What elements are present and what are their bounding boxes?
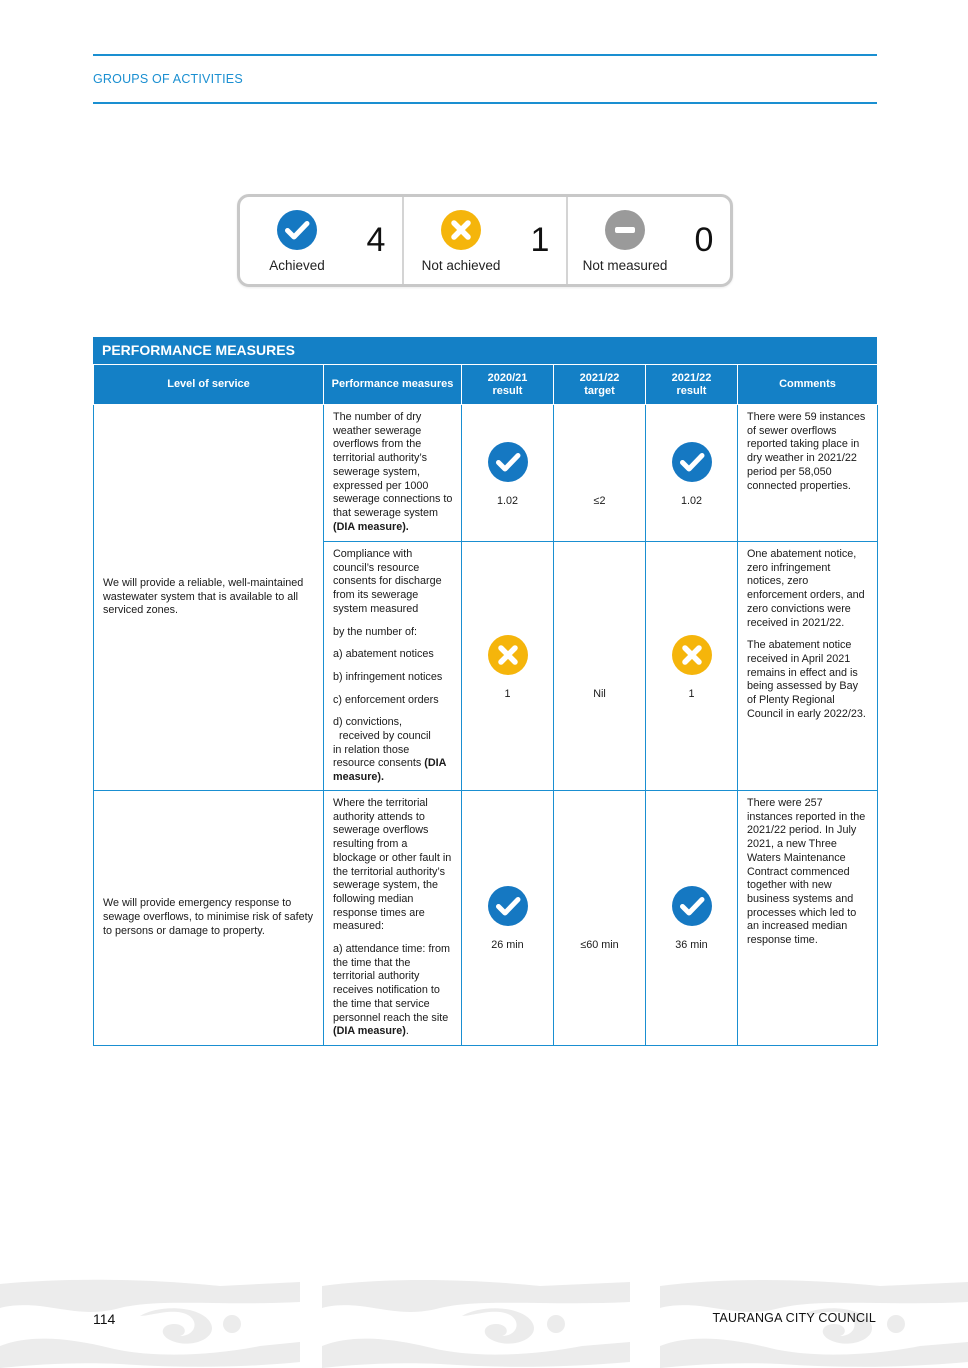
summary-not-measured xyxy=(566,197,730,284)
header-comments: Comments xyxy=(738,365,878,405)
achieved-label: Achieved xyxy=(269,258,325,273)
cross-circle-icon xyxy=(671,634,713,676)
comment-cell: There were 59 instances of sewer overflows reported taking place in dry weather in 2021/22 period per 58,050 connected properties. xyxy=(738,405,878,542)
header-result-2021: 2020/21 result xyxy=(462,365,554,405)
not-measured-label: Not measured xyxy=(582,258,668,273)
not-achieved-label: Not achieved xyxy=(421,258,501,273)
check-circle-icon xyxy=(487,441,529,483)
table-title: PERFORMANCE MEASURES xyxy=(93,337,877,364)
section-title: GROUPS OF ACTIVITIES xyxy=(93,72,243,86)
target-value: ≤60 min xyxy=(580,939,619,951)
cross-circle-icon xyxy=(440,209,482,251)
table-row xyxy=(94,405,878,542)
check-circle-icon xyxy=(487,885,529,927)
target-cell xyxy=(554,542,646,791)
table-header-row xyxy=(94,365,878,405)
result-value: 1.02 xyxy=(496,495,518,507)
not-measured-count: 0 xyxy=(694,221,714,259)
result-2122-cell xyxy=(646,542,738,791)
measure-cell: Where the territorial authority attends to sewerage overflows resulting from a blockage or other fault in the territorial authority’s sewerage system, the following median response times are measured: a) attendance time: from the time that the territorial authority receives notification to the time that service personnel reach the site (DIA measure). xyxy=(324,791,462,1046)
result-value: 1 xyxy=(504,688,511,700)
check-circle-icon xyxy=(671,441,713,483)
level-of-service-cell: We will provide emergency response to sewage overflows, to minimise risk of safety to persons or damage to property. xyxy=(94,791,324,1046)
performance-measures xyxy=(93,337,877,1046)
result-2021-cell xyxy=(462,405,554,542)
result-2021-cell xyxy=(462,542,554,791)
result-value: 1 xyxy=(688,688,695,700)
results-summary xyxy=(237,194,733,287)
target-cell xyxy=(554,405,646,542)
table-row xyxy=(94,791,878,1046)
header-level: Level of service xyxy=(94,365,324,405)
header-measure: Performance measures xyxy=(324,365,462,405)
target-cell xyxy=(554,791,646,1046)
result-value: 1.02 xyxy=(680,495,702,507)
level-of-service-cell: We will provide a reliable, well-maintained wastewater system that is available to all serviced zones. xyxy=(94,405,324,791)
result-2122-cell xyxy=(646,405,738,542)
page-number: 114 xyxy=(93,1311,116,1327)
performance-table xyxy=(93,364,878,1046)
header-result-2122: 2021/22 result xyxy=(646,365,738,405)
check-circle-icon xyxy=(671,885,713,927)
not-achieved-count: 1 xyxy=(530,221,550,259)
result-value: 26 min xyxy=(491,939,524,951)
header-top-rule xyxy=(93,54,877,56)
cross-circle-icon xyxy=(487,634,529,676)
header-bottom-rule xyxy=(93,102,877,104)
header-target-2122: 2021/22 target xyxy=(554,365,646,405)
comment-cell: There were 257 instances reported in the 2021/22 period. In July 2021, a new Three Waters Maintenance Contract commenced together with new business systems and processes which led to an increased median response time. xyxy=(738,791,878,1046)
result-2021-cell xyxy=(462,791,554,1046)
result-2122-cell xyxy=(646,791,738,1046)
summary-achieved xyxy=(240,197,402,284)
achieved-count: 4 xyxy=(366,221,386,259)
result-value: 36 min xyxy=(675,939,708,951)
minus-circle-icon xyxy=(604,209,646,251)
check-circle-icon xyxy=(276,209,318,251)
measure-cell: The number of dry weather sewerage overflows from the territorial authority’s sewerage system, expressed per 1000 sewerage connections to that sewerage system (DIA measure). xyxy=(324,405,462,542)
target-value: Nil xyxy=(593,688,606,700)
target-value: ≤2 xyxy=(593,495,606,507)
summary-not-achieved xyxy=(402,197,566,284)
comment-cell: One abatement notice, zero infringement notices, zero enforcement orders, and zero convictions were received in 2021/22. The abatement notice received in April 2021 remains in effect and is being assessed by Bay of Plenty Regional Council in early 2022/23. xyxy=(738,542,878,791)
measure-cell: Compliance with council’s resource consents for discharge from its sewerage system measured by the number of: a) abatement notices b) infringement notices c) enforcement orders d) convictions, received by council in relation those resource consents (DIA measure). xyxy=(324,542,462,791)
organisation-name: TAURANGA CITY COUNCIL xyxy=(712,1311,876,1325)
